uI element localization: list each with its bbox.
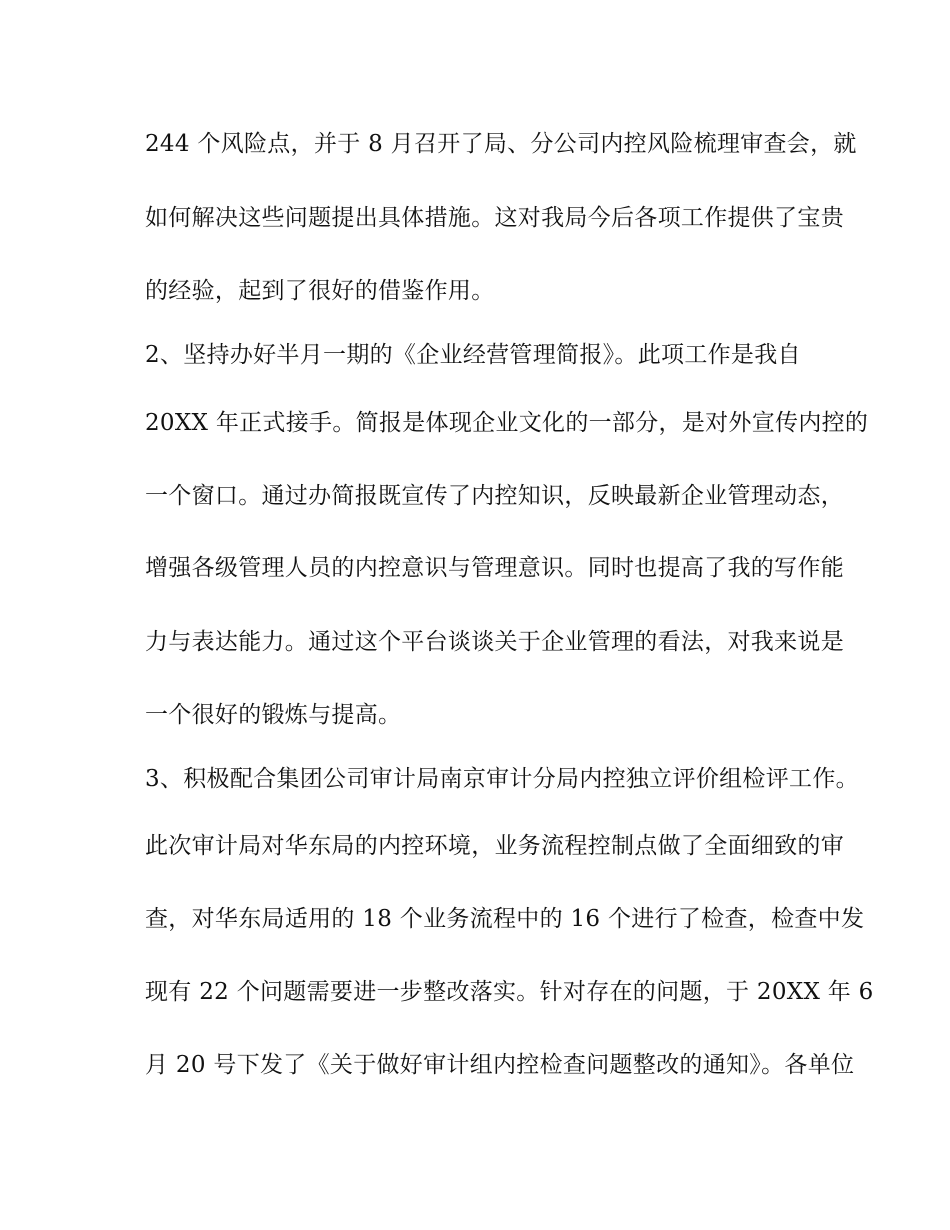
text-line-12: 查，对华东局适用的 18 个业务流程中的 16 个进行了检查，检查中发 (145, 906, 865, 932)
text-line-10: 3、积极配合集团公司审计局南京审计分局内控独立评价组检评工作。 (145, 766, 859, 792)
text-line-13: 现有 22 个问题需要进一步整改落实。针对存在的问题，于 20XX 年 6 (145, 979, 874, 1005)
text-line-2: 如何解决这些问题提出具体措施。这对我局今后各项工作提供了宝贵 (145, 205, 844, 231)
text-line-14: 月 20 号下发了《关于做好审计组内控检查问题整改的通知》。各单位 (145, 1052, 855, 1078)
text-line-3: 的经验，起到了很好的借鉴作用。 (145, 278, 495, 304)
text-line-1: 244 个风险点，并于 8 月召开了局、分公司内控风险梳理审查会，就 (145, 131, 857, 157)
text-line-4: 2、坚持办好半月一期的《企业经营管理简报》。此项工作是我自 (145, 342, 801, 368)
text-line-6: 一个窗口。通过办简报既宣传了内控知识，反映最新企业管理动态， (145, 483, 844, 509)
text-line-8: 力与表达能力。通过这个平台谈谈关于企业管理的看法，对我来说是 (145, 629, 844, 655)
text-line-5: 20XX 年正式接手。简报是体现企业文化的一部分，是对外宣传内控的 (145, 410, 869, 436)
text-line-9: 一个很好的锻炼与提高。 (145, 702, 402, 728)
text-line-7: 增强各级管理人员的内控意识与管理意识。同时也提高了我的写作能 (145, 555, 844, 581)
text-line-11: 此次审计局对华东局的内控环境，业务流程控制点做了全面细致的审 (145, 833, 844, 859)
